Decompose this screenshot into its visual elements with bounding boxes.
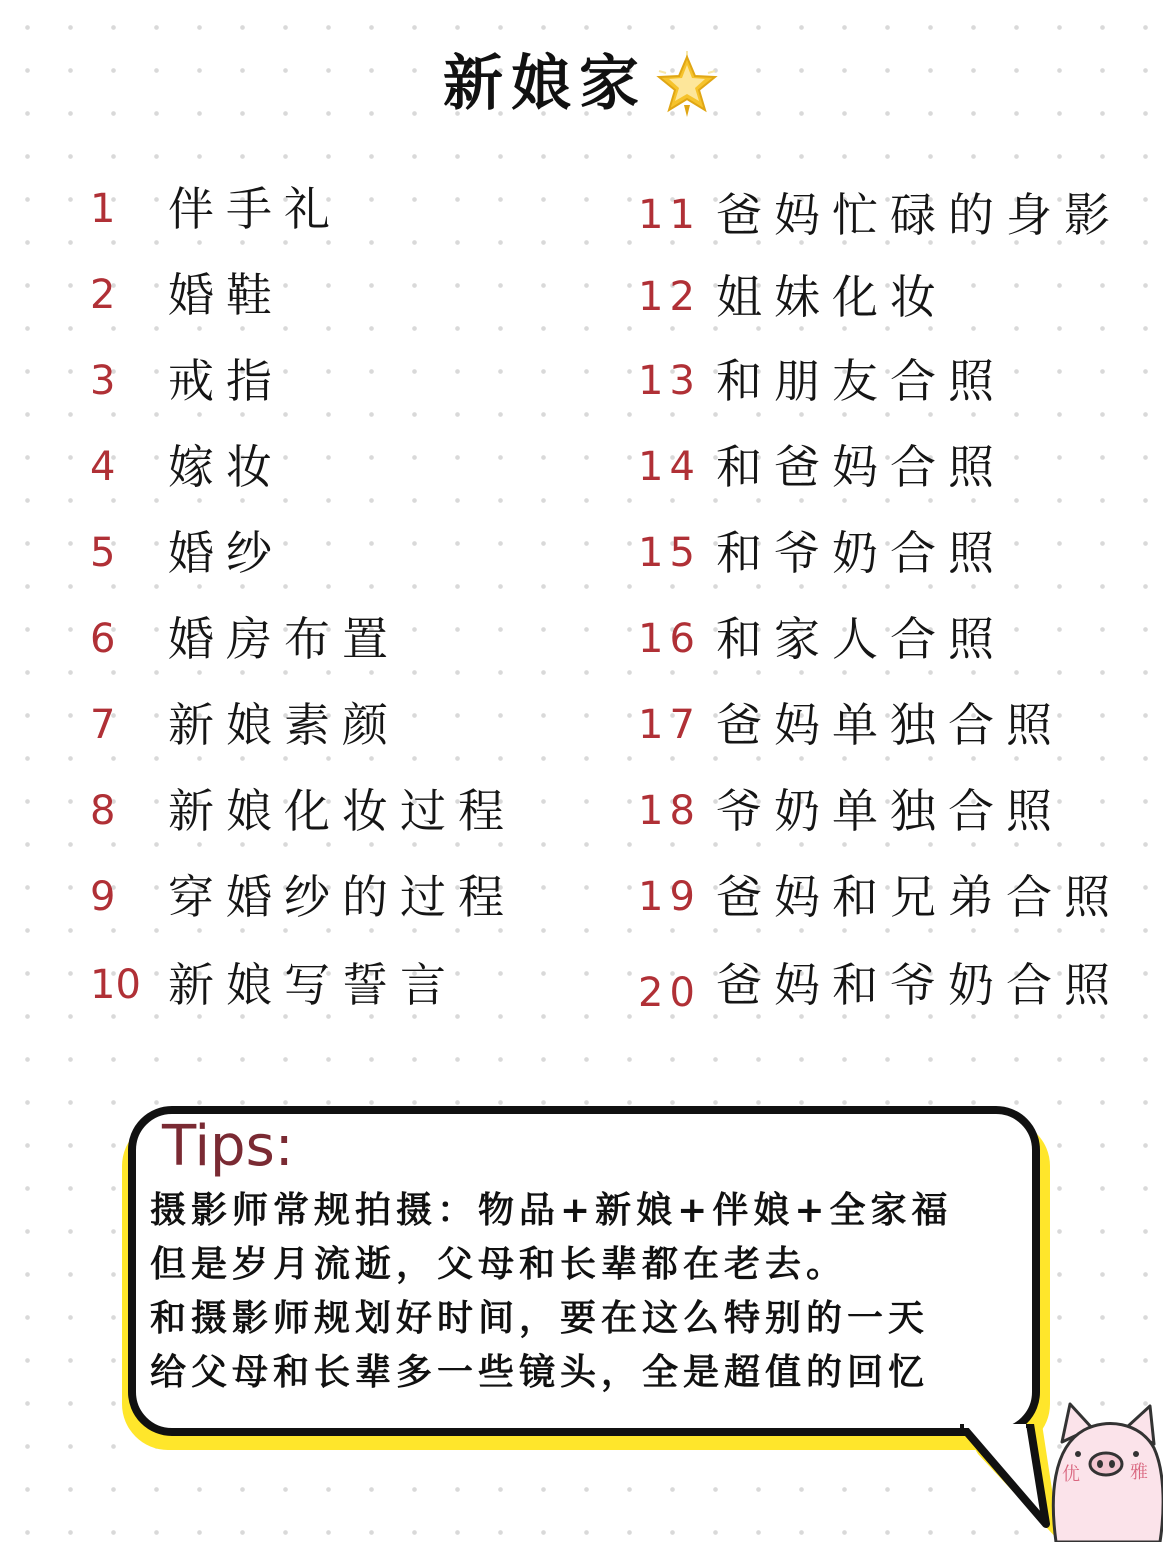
item-number: 5	[90, 530, 122, 576]
item-number: 2	[90, 272, 122, 318]
tips-line: 和摄影师规划好时间，要在这么特别的一天	[150, 1298, 930, 1339]
item-label: 和朋友合照	[716, 354, 1006, 408]
item-label: 姐妹化妆	[716, 270, 948, 324]
mascot-label-right: 雅	[1130, 1462, 1148, 1483]
item-label: 婚房布置	[168, 612, 400, 666]
item-number: 15	[638, 530, 701, 576]
tips-heading: Tips:	[162, 1114, 294, 1179]
item-label: 和爷奶合照	[716, 526, 1006, 580]
page-title: 新娘家	[442, 49, 647, 119]
item-label: 新娘化妆过程	[168, 784, 516, 838]
item-label: 嫁妆	[168, 440, 284, 494]
item-label: 和爸妈合照	[716, 440, 1006, 494]
pig-icon	[1048, 1398, 1163, 1542]
item-number: 12	[638, 274, 701, 320]
item-label: 爷奶单独合照	[716, 784, 1064, 838]
item-number: 11	[638, 192, 701, 238]
item-number: 10	[90, 962, 141, 1008]
item-number: 18	[638, 788, 701, 834]
item-number: 17	[638, 702, 701, 748]
item-number: 16	[638, 616, 701, 662]
item-number: 9	[90, 874, 122, 920]
item-label: 爸妈单独合照	[716, 698, 1064, 752]
page-header	[0, 44, 1163, 134]
item-label: 穿婚纱的过程	[168, 870, 516, 924]
item-number: 20	[638, 970, 701, 1016]
item-label: 新娘素颜	[168, 698, 400, 752]
tips-line: 但是岁月流逝，父母和长辈都在老去。	[150, 1244, 848, 1285]
item-number: 6	[90, 616, 122, 662]
item-label: 伴手礼	[168, 182, 342, 236]
tips-line: 摄影师常规拍摄：物品+新娘+伴娘+全家福	[150, 1190, 953, 1231]
item-label: 婚鞋	[168, 268, 284, 322]
tips-line: 给父母和长辈多一些镜头，全是超值的回忆	[150, 1352, 930, 1393]
item-number: 3	[90, 358, 122, 404]
item-number: 4	[90, 444, 122, 490]
item-number: 8	[90, 788, 122, 834]
item-label: 和家人合照	[716, 612, 1006, 666]
item-label: 爸妈和爷奶合照	[716, 958, 1122, 1012]
item-number: 13	[638, 358, 701, 404]
mascot-label-left: 优	[1062, 1464, 1080, 1485]
item-number: 14	[638, 444, 701, 490]
item-label: 爸妈忙碌的身影	[716, 188, 1122, 242]
item-number: 7	[90, 702, 122, 748]
item-label: 新娘写誓言	[168, 958, 458, 1012]
star-icon	[654, 49, 720, 119]
item-label: 爸妈和兄弟合照	[716, 870, 1122, 924]
item-number: 19	[638, 874, 701, 920]
item-number: 1	[90, 186, 122, 232]
item-label: 婚纱	[168, 526, 284, 580]
item-label: 戒指	[168, 354, 284, 408]
